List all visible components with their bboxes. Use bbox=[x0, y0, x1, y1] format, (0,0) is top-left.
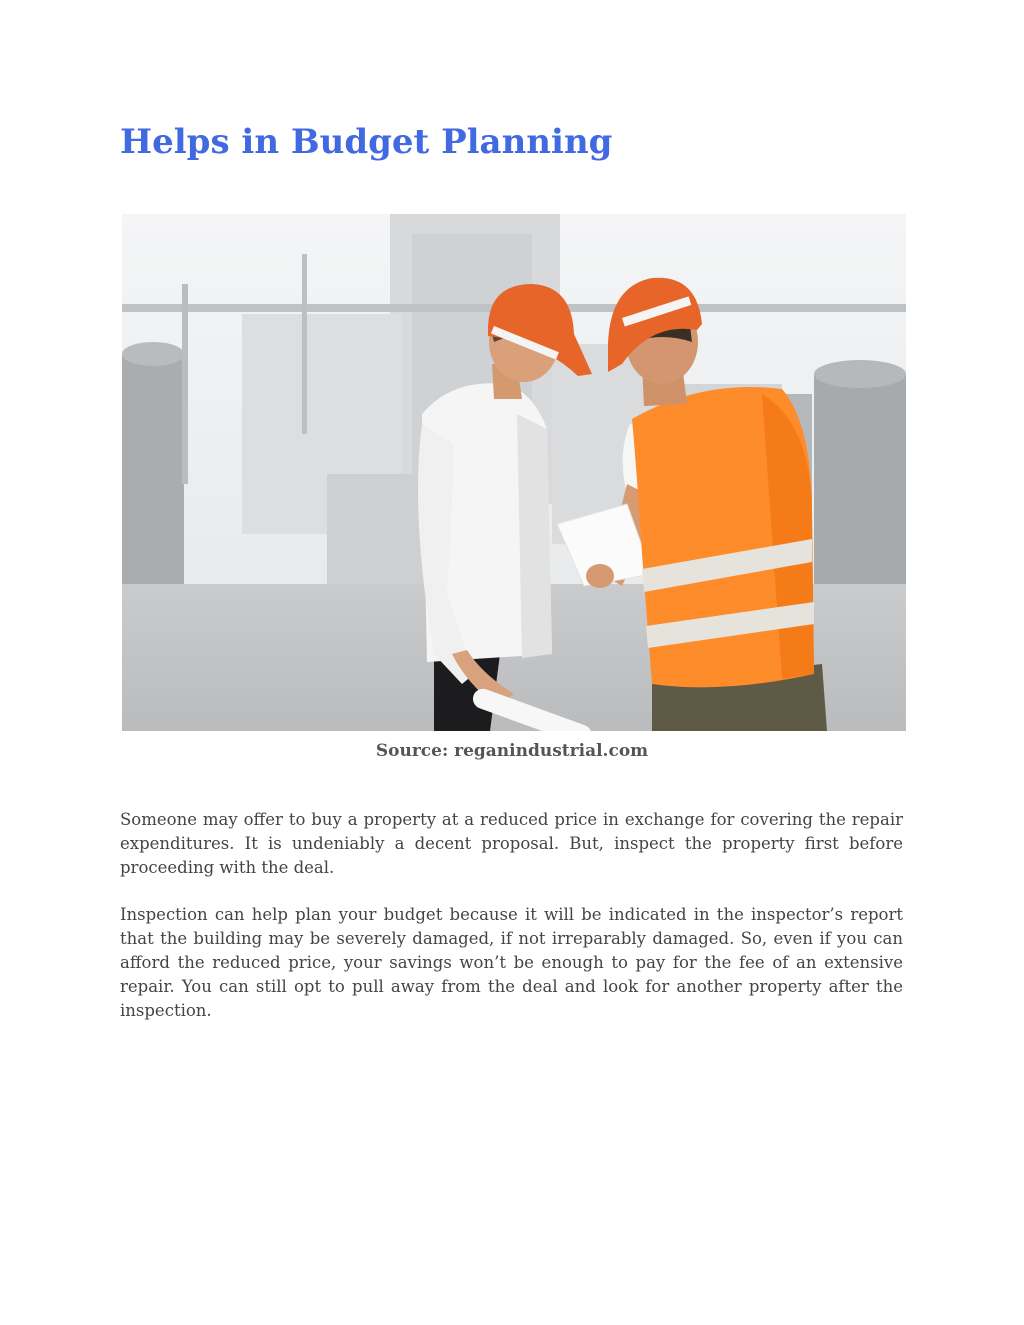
paragraph-2: Inspection can help plan your budget because it will be indicated in the inspector’s report that the building may be severely damaged, if not irreparably damaged. So, even if you can afford the reduced price, your savings won’t be enough to pay for the fee of an extensive repair. You can still opt to pull away from the deal and look for another property after the inspection. bbox=[120, 905, 903, 1020]
photo-illustration bbox=[122, 214, 906, 731]
construction-workers-photo bbox=[122, 214, 906, 731]
page-title: Helps in Budget Planning bbox=[120, 122, 613, 162]
paragraph-1: Someone may offer to buy a property at a reduced price in exchange for covering the repair expenditures. It is undeniably a decent proposal. But, inspect the property first before proceeding with the deal. bbox=[120, 810, 903, 877]
image-caption: Source: reganindustrial.com bbox=[375, 741, 649, 761]
